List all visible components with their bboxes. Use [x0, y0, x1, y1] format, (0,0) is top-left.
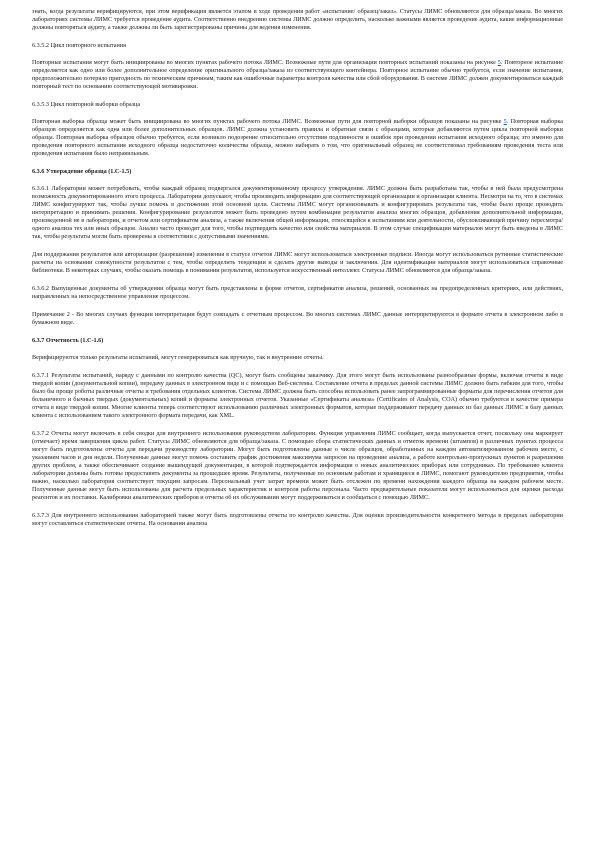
figure-reference-link[interactable]: 5 — [497, 59, 501, 66]
figure-reference-link[interactable]: 5 — [503, 118, 507, 125]
body-paragraph — [32, 118, 563, 158]
section-heading: 6.3.6 Утверждение образца (1.С-1.5) — [32, 168, 132, 175]
section-heading: 6.3.7 Отчетность (1.С-1.6) — [32, 337, 104, 344]
body-paragraph: Верифицируются только результаты испытаний, могут генерироваться как вручную, так и внутренние отчеты. — [32, 354, 324, 361]
body-paragraph: 6.3.7.3 Для внутреннего использования лабораторией также могут быть подготовлены отчеты по контролю качества. Для оценки производительности конкретного метода в пределах лаборатории могут составляться статистические отчеты. На основании анализа — [32, 512, 563, 527]
section-heading: 6.3.5.2 Цикл повторного испытания — [32, 42, 126, 49]
body-paragraph: 6.3.7.1 Результаты испытаний, наряду с данными по контролю качества (QC), могут быть сообщены заказчику. Для этого могут быть использованы разнообразные формы, включая отчеты в виде твердой копии (документальной копии), передачу данных в электронном виде и с помощью Веб-системы. Составление отчета в пределах данной системы ЛИМС должно быть гибким для того, чтобы было бы проще роботы различные отчеты и требования отдельных клиентов. Система ЛИМС должна быть способна использовать ранее запрограммированные форматы для перечисления отчетов для больничного и бычных твердых (документальных) копий и форматы электронных отчетов. Указанные «Сертификаты анализа» (Certificates of Analysis, COA) обычно требуются в качестве примера отчета в виде твердой копии. Многие клиенты теперь соответствуют использованию различных электронных форматов, которые поддерживают передачу данных из баз данных ЛИМС в базу данных клиента с использованием такого электронного формата передачи, как XML. — [32, 372, 563, 419]
paragraph-text-end: . Повторное испытание определяется как одно или более дополнительное определение оригинального образца/заказа из соответствующего контейнера. Повторное испытание обычно требуется, если значение испытания, предположительно потеряло пригодность по техническим причинам, таким как ошибочные параметры контроля качества или сбой оборудования. В системе ЛИМС должен документироваться каждый повторный тест по основанию соответствующей мотивировки. — [32, 59, 563, 90]
section-heading: 6.3.5.3 Цикл повторной выборки образца — [32, 101, 141, 108]
paragraph-text-end: . Повторная выборка образцов определяется как одна или более дополнительных образцов. ЛИМС должна установить правила и обратные связи с образцами, которые добавляются путем цикла повторной выборки образца. Повторная выборка образцов обычно требуется, если возникло подозрение относительно отсутствия подлинности и ошибок при проведении испытания исходного образца; это именно для проведения повторного испытания исходного образца недостаточно количества образца, можно набирать о том, что оригинальный образец не соответствовал требованиям проведения теста или проведения испытания было неправильным. — [32, 118, 563, 157]
body-paragraph: 6.3.6.2 Выпущенные документы об утверждении образца могут быть представлены в форме отчетов, сертификатов анализа, решений, основанных на предопределенных критериях, или действиях, направленных на непосредственное управление процессом. — [32, 285, 563, 300]
body-paragraph: Примечание 2 - Во многих случаях функции интерпретации будут совпадать с отчетным процессом. Во многих системах ЛИМС данные интерпретируются в формате отчета в электронном либо в бумажном виде. — [32, 311, 563, 326]
body-paragraph: 6.3.6.1 Лаборатории может потребовать, чтобы каждый образец подвергался документированному процессу утверждения. ЛИМС должна быть разработана так, чтобы в ней была предусмотрена возможность документированного этого процесса. Лаборатории допускают, чтобы производить информацию для соответствующей организации и организации клиента. Несмотря на то, что в системах ЛИМС конфигурируют так, чтобы лучше помочь в достижении этой основной цели. Системы ЛИМС могут организовывать и конфигурировать результаты так, чтобы было проще проводить интерпретацию и принимать решения. Конфигурирование результатов может быть проведено путем комбинации результатов анализа многих образцов, добавления дополнительной информации, произведенной не в лаборатории, и отчетом или сертификатом анализа, а также включения общей информации, относящейся к испытаниям или деятельности, обусловливающей причину пересмотра/одного анализа тех или иных образцов. Анализ часто проводят для того, чтобы подтвердить качество или свойства материалов. В этом случае спецификации материалов могут быть введены в ЛИМС так, чтобы результаты могли быть проверены в соответствии с допустимыми значениями. — [32, 185, 563, 240]
paragraph-text-start: Повторные испытания могут быть инициированы во многих пунктах рабочего потока ЛИМС. Возможные пути для организации повторных испытаний показаны на рисунке — [32, 59, 498, 66]
paragraph-text-start: Повторная выборка образца может быть инициирована во многих пунктах рабочего потока ЛИМС. Возможные пути для повторной выборки образцов показаны на рисунке — [32, 118, 504, 125]
body-paragraph — [32, 59, 563, 91]
body-paragraph: знать, когда результаты верифицируются, при этом верификация является этапом в ходе проведения работ «испытание/ образец/заказ». Статусы ЛИМС обновляются для образца/заказа. Во многих лабораториях системы ЛИМС требуется проведение аудита. Соответственно внедрению системы ЛИМС должно определить, насколько важными является проведение аудита, какие информационные должны повторяться аудиту, а также должны ли быть зарегистрированы причины для ведения изменения. — [32, 8, 563, 31]
body-paragraph: 6.3.7.2 Отчеты могут включать в себя сводки для внутреннего использования руководством лаборатории. Функция управления ЛИМС сообщает, когда выпускается отчет, поскольку она маркирует (отмечает) время завершения цикла работ. Статусы ЛИМС обновляются для образца/заказа. С помощью сбора статистических данных и отметок времени (штампов) в различных пунктах процесса могут быть подготовлены отчеты для передачи руководству лаборатории. Могут быть подготовлены данные о числе образцов, обработанных на каждом автоматизированном рабочем месте, с указанием часов и дня недели. Полученные данные могут помочь составить график достижения максимума запросов на проведение анализа, а работе контрольно-пропускных пунктов и разрешения других проблем, а также обеспечивают создание вышеидущей документации, в которой подтверждается информация о новых аналитических приборах или сотрудниках. По требованию клиента лаборатории должны быть готовы предоставить документы за прошедшее время. Результаты, полученные по основным работам и хранящиеся в ЛИМС, помогают руководителю предприятия, чтобы важно, насколько лаборатория соответствует текущим запросам. Персональный учет затрат времени может быть отслежен по времени нахождения каждого образца на каждом рабочем месте. Полученные данные могут быть использованы для расчета предельных характеристик и контроля работы персонала. Часто предварительные показатели могут использоваться для оценки расхода реагентов и их поставки. Калибровки аналитических приборов и отчеты об их обслуживании могут поддерживаться и сообщаться с помощью ЛИМС. — [32, 430, 563, 501]
body-paragraph: Для поддержания результатов или авторизации (разрешения) изменения в статусе отчетов ЛИМС могут использоваться электронные подписи. Иногда могут использоваться рутинные статистические расчеты на основании совокупности результатов с тем, чтобы определить тенденции и сделать другие выводы и заключения. Для идентификации материалов могут использоваться справочные библиотеки. В некоторых случаях, чтобы оказать помощь в понимании результатов, используется искусственный интеллект. Статусы ЛИМС обновляются для образца/заказа. — [32, 251, 563, 274]
